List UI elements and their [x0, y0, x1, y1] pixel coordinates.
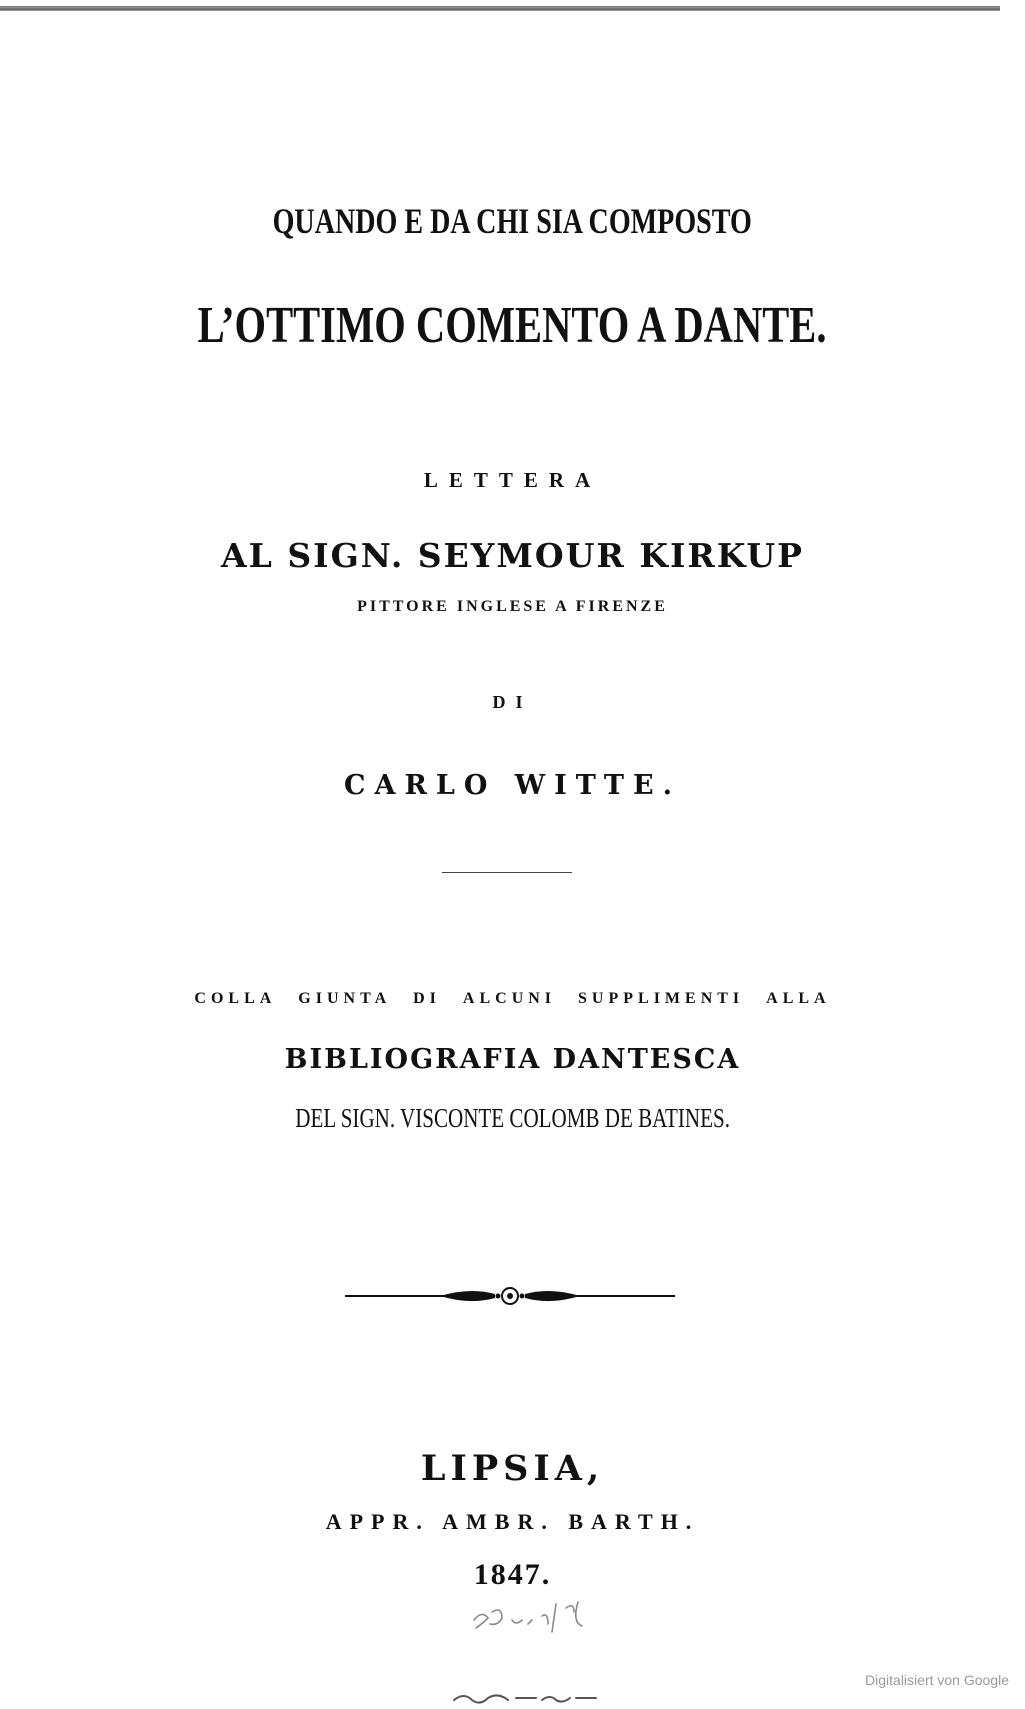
imprint-year: 1847.: [473, 1558, 552, 1591]
bibliography-title: BIBLIOGRAFIA DANTESCA: [284, 1044, 741, 1075]
ornament-divider: [345, 1284, 675, 1308]
top-edge-rule: [0, 6, 1000, 11]
supplement-word: GIUNTA: [298, 990, 392, 1007]
ink-smudge: [450, 1688, 600, 1704]
digitization-watermark: Digitalisiert von Google: [865, 1672, 1009, 1688]
pencil-shelfmark: [470, 1598, 610, 1634]
supplement-word: COLLA: [194, 990, 277, 1007]
addressee: AL SIGN. SEYMOUR KIRKUP: [221, 536, 804, 575]
lettera-label: LETTERA: [423, 468, 602, 492]
subtitle: QUANDO E DA CHI SIA COMPOSTO: [272, 201, 753, 241]
bibliography-author: DEL SIGN. VISCONTE COLOMB DE BATINES.: [295, 1103, 730, 1133]
author-name: CARLO WITTE.: [344, 770, 681, 801]
divider-rule: [442, 872, 572, 873]
by-label: DI: [492, 692, 533, 712]
imprint-publisher: APPR. AMBR. BARTH.: [325, 1509, 700, 1534]
main-title: L’OTTIMO COMENTO A DANTE.: [198, 297, 827, 354]
supplement-word: ALLA: [766, 990, 831, 1007]
supplement-word: ALCUNI: [462, 990, 557, 1007]
supplement-word: DI: [413, 990, 441, 1007]
imprint-city: LIPSIA,: [420, 1448, 605, 1489]
supplement-note: [0, 990, 1025, 1008]
supplement-word: SUPPLIMENTI: [578, 990, 745, 1007]
addressee-profession: PITTORE INGLESE A FIRENZE: [357, 598, 668, 615]
